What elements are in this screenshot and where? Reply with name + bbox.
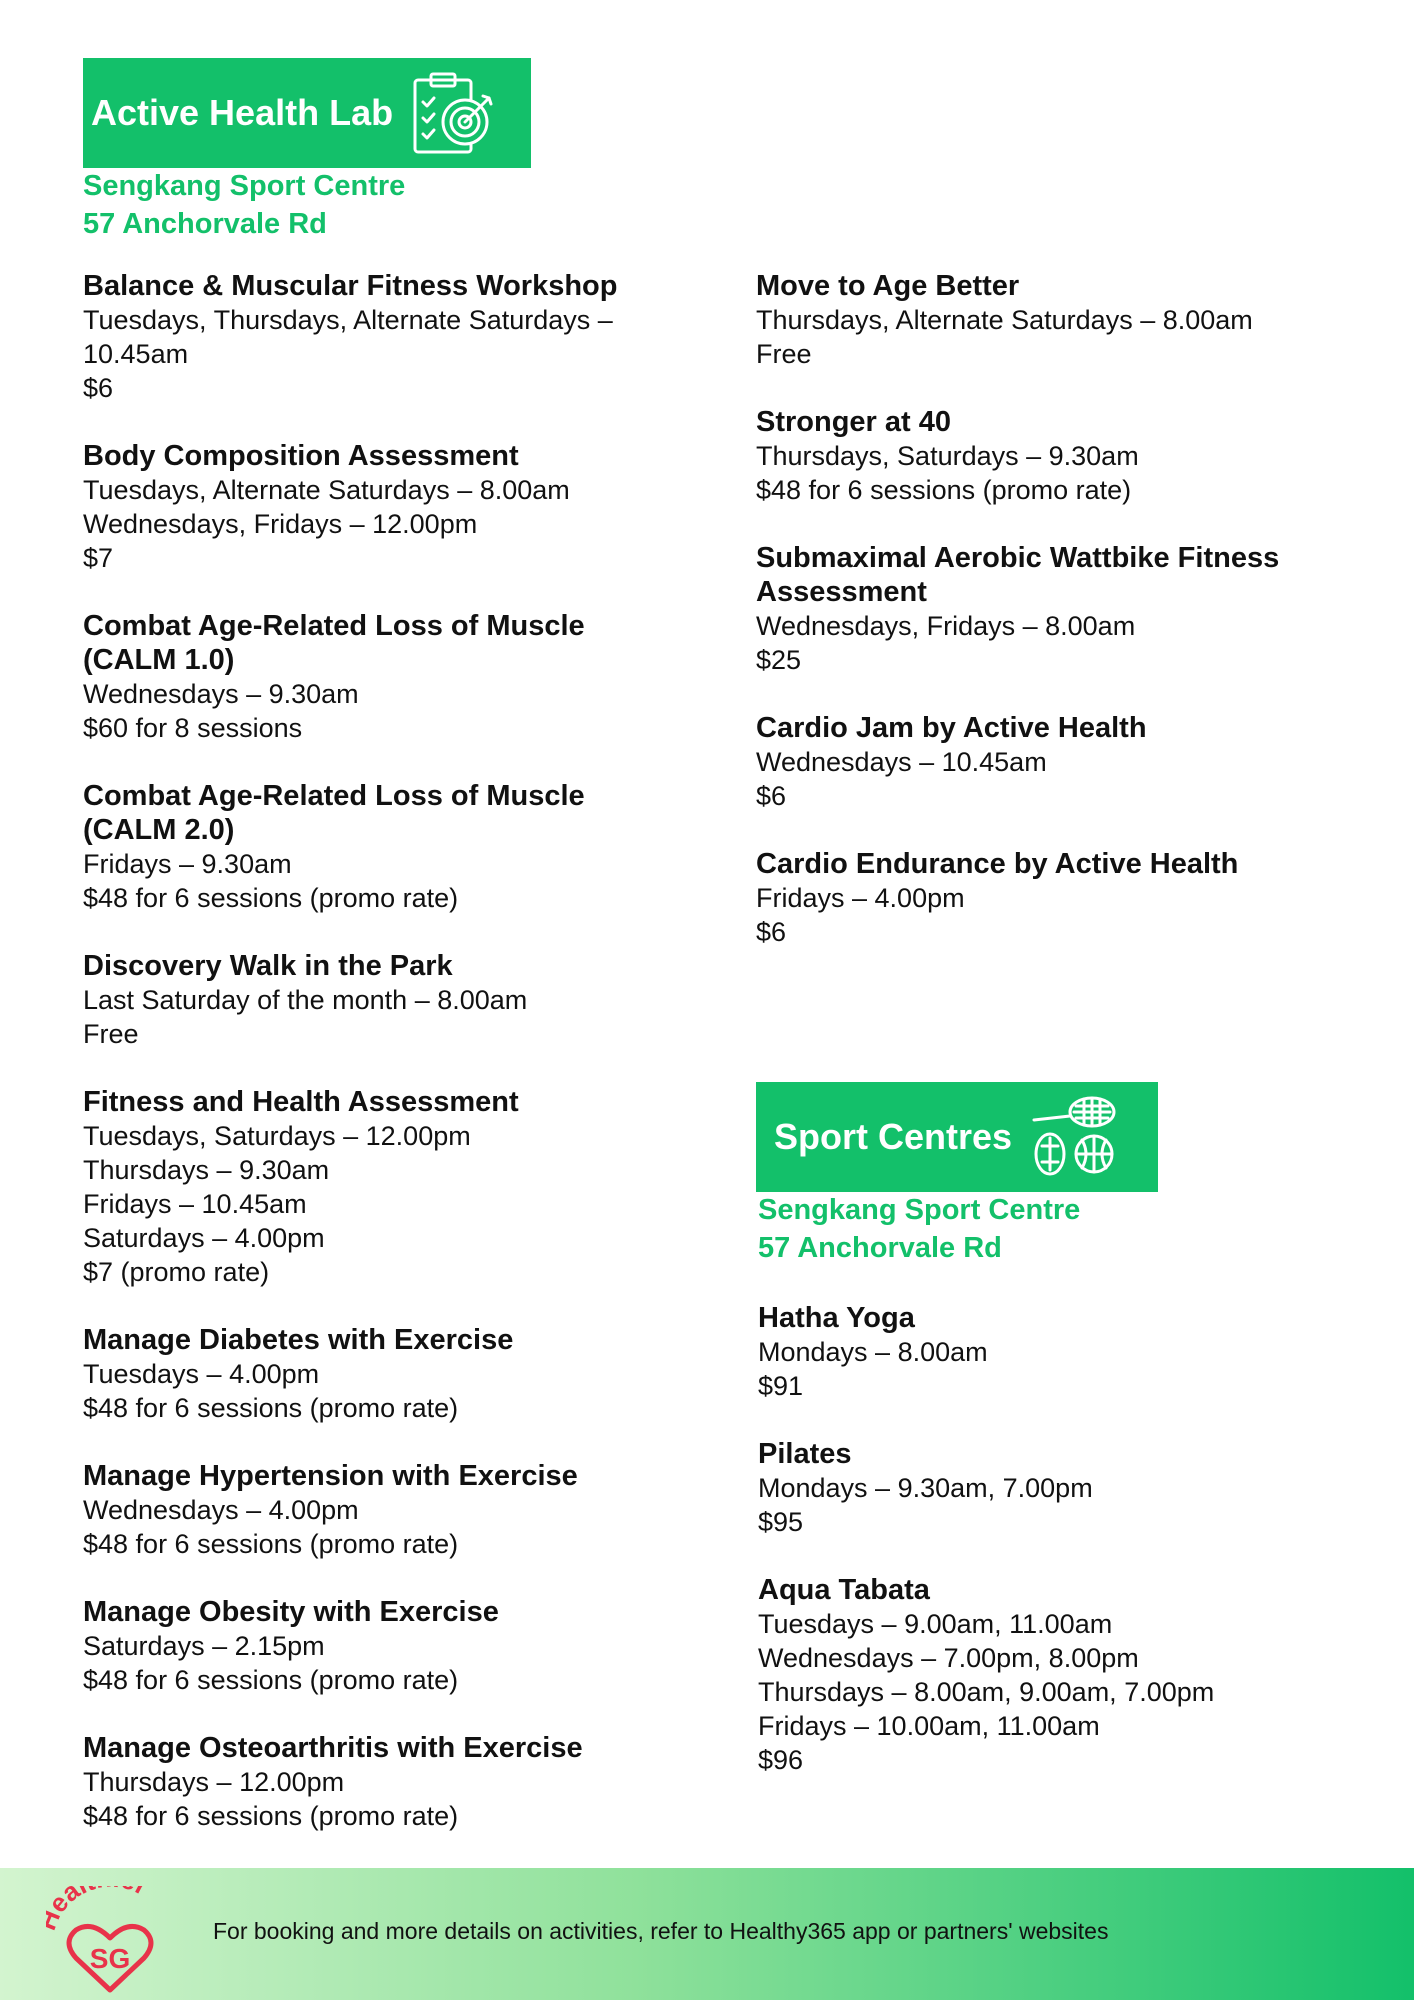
activity-item <box>83 609 663 745</box>
activity-detail: $48 for 6 sessions (promo rate) <box>756 475 1132 505</box>
activity-detail: Fridays – 10.00am, 11.00am <box>758 1711 1100 1741</box>
venue-name: Sengkang Sport Centre <box>758 1194 1081 1226</box>
activity-name: Combat Age-Related Loss of Muscle (CALM 2.0) <box>83 780 585 846</box>
activity-detail: Mondays – 9.30am, 7.00pm <box>758 1473 1093 1503</box>
activity-detail: $48 for 6 sessions (promo rate) <box>83 1529 459 1559</box>
venue-name: Sengkang Sport Centre <box>83 170 406 202</box>
banner-title: Active Health Lab <box>91 92 394 133</box>
activity-name: Discovery Walk in the Park <box>83 950 453 982</box>
active-health-right-column <box>756 269 1356 983</box>
activity-detail: Fridays – 4.00pm <box>756 883 965 913</box>
activity-item <box>83 1595 663 1697</box>
heart-icon <box>46 1886 176 1996</box>
activity-name: Submaximal Aerobic Wattbike Fitness Assessment <box>756 542 1280 608</box>
activity-detail: $60 for 8 sessions <box>83 713 303 743</box>
venue-address: 57 Anchorvale Rd <box>83 208 327 240</box>
activity-detail: $48 for 6 sessions (promo rate) <box>83 1665 459 1695</box>
activity-detail: $91 <box>758 1371 804 1401</box>
sports-balls-icon <box>1028 1090 1122 1184</box>
activity-detail: Wednesdays – 9.30am <box>83 679 359 709</box>
activity-item <box>83 949 663 1051</box>
activity-detail: $7 <box>83 543 114 573</box>
activity-detail: $48 for 6 sessions (promo rate) <box>83 1393 459 1423</box>
healthier-sg-logo <box>46 1886 176 2000</box>
activity-name: Pilates <box>758 1438 852 1470</box>
activity-detail: Fridays – 10.45am <box>83 1189 307 1219</box>
active-health-venue <box>83 167 405 243</box>
activity-detail: Wednesdays, Fridays – 8.00am <box>756 611 1136 641</box>
activity-detail: Wednesdays – 4.00pm <box>83 1495 359 1525</box>
activity-detail: $6 <box>756 917 787 947</box>
activity-item <box>758 1301 1358 1403</box>
activity-detail: Tuesdays – 4.00pm <box>83 1359 320 1389</box>
activity-item <box>83 1731 663 1833</box>
activity-detail: Mondays – 8.00am <box>758 1337 988 1367</box>
activity-name: Manage Diabetes with Exercise <box>83 1324 514 1356</box>
activity-detail: Tuesdays – 9.00am, 11.00am <box>758 1609 1113 1639</box>
activity-name: Cardio Endurance by Active Health <box>756 848 1239 880</box>
activity-detail: $96 <box>758 1745 804 1775</box>
activity-detail: Wednesdays – 7.00pm, 8.00pm <box>758 1643 1139 1673</box>
activity-name: Manage Hypertension with Exercise <box>83 1460 578 1492</box>
activity-name: Aqua Tabata <box>758 1574 930 1606</box>
clipboard-target-icon <box>409 68 499 158</box>
banner-title: Sport Centres <box>774 1116 1013 1157</box>
activity-detail: Wednesdays, Fridays – 12.00pm <box>83 509 478 539</box>
activity-item <box>756 711 1356 813</box>
activity-detail: Thursdays – 12.00pm <box>83 1767 345 1797</box>
active-health-lab-banner <box>83 58 531 168</box>
activity-item <box>83 439 663 575</box>
activity-detail: Wednesdays – 10.45am <box>756 747 1047 777</box>
activity-name: Body Composition Assessment <box>83 440 519 472</box>
activity-detail: Saturdays – 2.15pm <box>83 1631 325 1661</box>
activity-name: Hatha Yoga <box>758 1302 915 1334</box>
activity-name: Manage Osteoarthritis with Exercise <box>83 1732 583 1764</box>
activity-name: Fitness and Health Assessment <box>83 1086 519 1118</box>
activity-name: Manage Obesity with Exercise <box>83 1596 499 1628</box>
activity-name: Move to Age Better <box>756 270 1020 302</box>
activity-item <box>83 779 663 915</box>
activity-detail: Tuesdays, Alternate Saturdays – 8.00am <box>83 475 570 505</box>
activity-name: Combat Age-Related Loss of Muscle (CALM 1.0) <box>83 610 585 676</box>
sport-centres-column <box>758 1301 1358 1811</box>
active-health-left-column <box>83 269 663 1867</box>
activity-item <box>758 1573 1358 1777</box>
activity-detail: Thursdays – 9.30am <box>83 1155 330 1185</box>
activity-detail: $6 <box>83 373 114 403</box>
activity-detail: Free <box>756 339 812 369</box>
activity-item <box>756 269 1356 371</box>
footer <box>0 1868 1414 2000</box>
activity-detail: Thursdays – 8.00am, 9.00am, 7.00pm <box>758 1677 1215 1707</box>
footer-text: For booking and more details on activities, refer to Healthy365 app or partners' websites <box>213 1918 1109 1944</box>
activity-item <box>83 1323 663 1425</box>
activity-item <box>83 269 663 405</box>
activity-item <box>756 847 1356 949</box>
activity-detail: 10.45am <box>83 339 189 369</box>
activity-name: Stronger at 40 <box>756 406 951 438</box>
activity-detail: $95 <box>758 1507 804 1537</box>
activity-item <box>756 405 1356 507</box>
activity-item <box>83 1085 663 1289</box>
activity-detail: Thursdays, Saturdays – 9.30am <box>756 441 1139 471</box>
activity-item <box>756 541 1356 677</box>
activity-detail: Thursdays, Alternate Saturdays – 8.00am <box>756 305 1253 335</box>
logo-mark: SG <box>89 1943 131 1974</box>
sport-centres-venue <box>758 1191 1080 1267</box>
activity-detail: $48 for 6 sessions (promo rate) <box>83 1801 459 1831</box>
activity-detail: Fridays – 9.30am <box>83 849 292 879</box>
activity-detail: Last Saturday of the month – 8.00am <box>83 985 528 1015</box>
logo-word: a <box>55 1886 86 1908</box>
activity-item <box>758 1437 1358 1539</box>
venue-address: 57 Anchorvale Rd <box>758 1232 1002 1264</box>
activity-detail: Tuesdays, Thursdays, Alternate Saturdays – <box>83 305 613 335</box>
activity-detail: $7 (promo rate) <box>83 1257 270 1287</box>
activity-detail: Tuesdays, Saturdays – 12.00pm <box>83 1121 471 1151</box>
activity-name: Cardio Jam by Active Health <box>756 712 1147 744</box>
activity-detail: Saturdays – 4.00pm <box>83 1223 325 1253</box>
activity-detail: $48 for 6 sessions (promo rate) <box>83 883 459 913</box>
activity-item <box>83 1459 663 1561</box>
activity-detail: Free <box>83 1019 139 1049</box>
activity-detail: $6 <box>756 781 787 811</box>
activity-detail: $25 <box>756 645 802 675</box>
sport-centres-banner <box>756 1082 1158 1192</box>
activity-name: Balance & Muscular Fitness Workshop <box>83 270 618 302</box>
